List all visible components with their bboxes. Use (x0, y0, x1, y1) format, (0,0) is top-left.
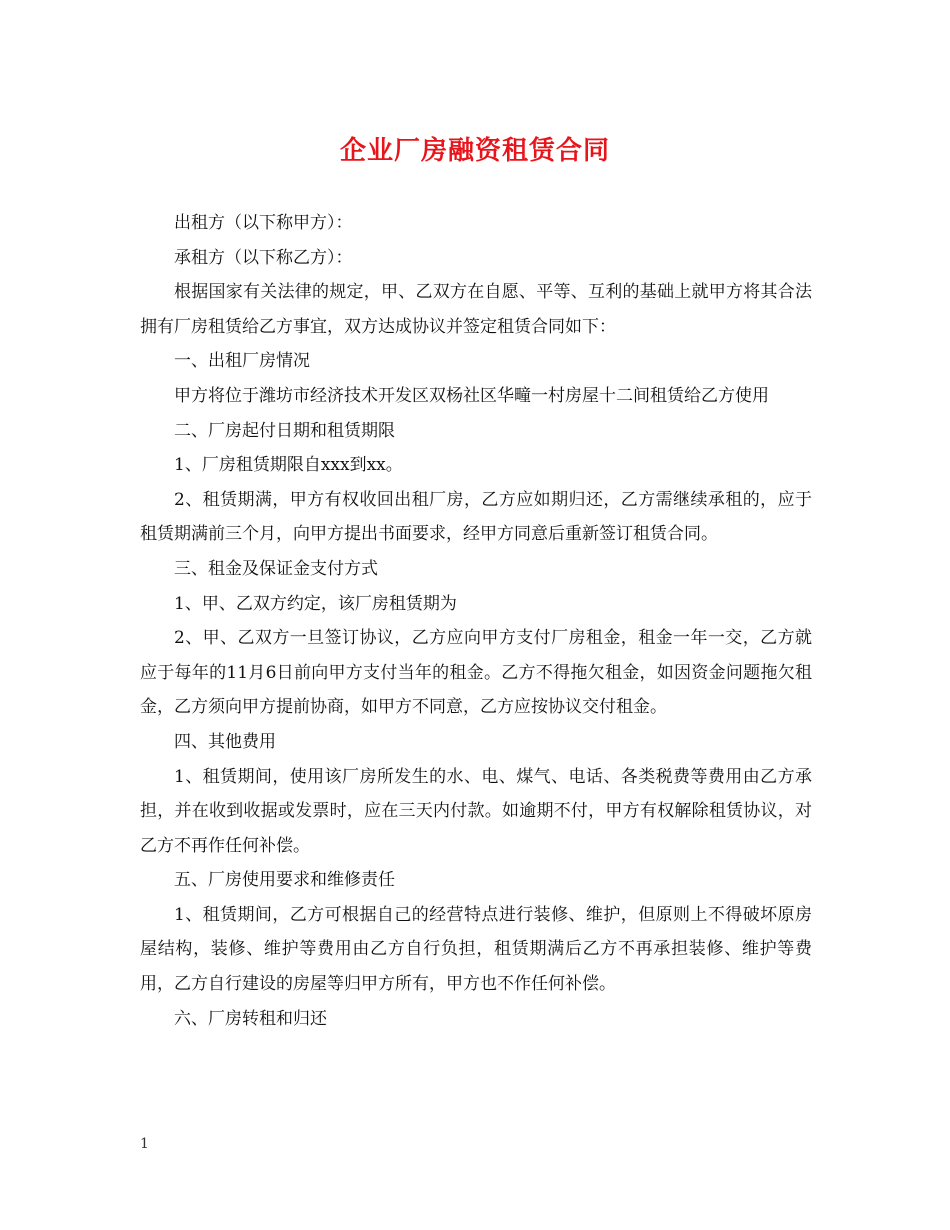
section-heading-3: 三、租金及保证金支付方式 (174, 558, 378, 579)
paragraph-preamble: 根据国家有关法律的规定，甲、乙双方在自愿、平等、互利的基础上就甲方将其合法拥有厂房租赁给乙方事宜，双方达成协议并签定租赁合同如下： (140, 282, 812, 337)
section-heading-6: 六、厂房转租和归还 (174, 1008, 327, 1029)
section-heading-2: 二、厂房起付日期和租赁期限 (174, 420, 395, 441)
paragraph-clause-3-1: 1、甲、乙双方约定，该厂房租赁期为 (174, 593, 457, 614)
paragraph-clause-2-1: 1、厂房租赁期限自xxx到xx。 (174, 455, 403, 476)
paragraph-clause-4-1: 1、租赁期间，使用该厂房所发生的水、电、煤气、电话、各类税费等费用由乙方承担，并在收到收据或发票时，应在三天内付款。如逾期不付，甲方有权解除租赁协议，对乙方不再作任何补偿。 (140, 766, 812, 856)
paragraph-lessee: 承租方（以下称乙方）： (174, 247, 353, 268)
paragraph-clause-3-2: 2、甲、乙双方一旦签订协议，乙方应向甲方支付厂房租金，租金一年一交，乙方就应于每年的11月6日前向甲方支付当年的租金。乙方不得拖欠租金，如因资金问题拖欠租金，乙方须向甲方提前协商，如甲方不同意，乙方应按协议交付租金。 (140, 628, 812, 718)
section-heading-5: 五、厂房使用要求和维修责任 (174, 870, 395, 891)
paragraph-lessor: 出租方（以下称甲方）： (174, 213, 353, 233)
paragraph-clause-2-2: 2、租赁期满，甲方有权收回出租厂房，乙方应如期归还，乙方需继续承租的，应于租赁期满前三个月，向甲方提出书面要求，经甲方同意后重新签订租赁合同。 (140, 489, 812, 545)
section-heading-4: 四、其他费用 (174, 731, 276, 752)
document-title: 企业厂房融资租赁合同 (339, 136, 610, 166)
section-heading-1: 一、出租厂房情况 (174, 351, 310, 372)
paragraph-section-1: 甲方将位于潍坊市经济技术开发区双杨社区华疃一村房屋十二间租赁给乙方使用 (174, 385, 769, 406)
paragraph-clause-5-1: 1、租赁期间，乙方可根据自己的经营特点进行装修、维护，但原则上不得破坏原房屋结构，装修、维护等费用由乙方自行负担，租赁期满后乙方不再承担装修、维护等费用，乙方自行建设的房屋等归甲方所有，甲方也不作任何补偿。 (140, 904, 812, 995)
document-body (140, 206, 812, 1036)
page-number: 1 (140, 1136, 149, 1152)
